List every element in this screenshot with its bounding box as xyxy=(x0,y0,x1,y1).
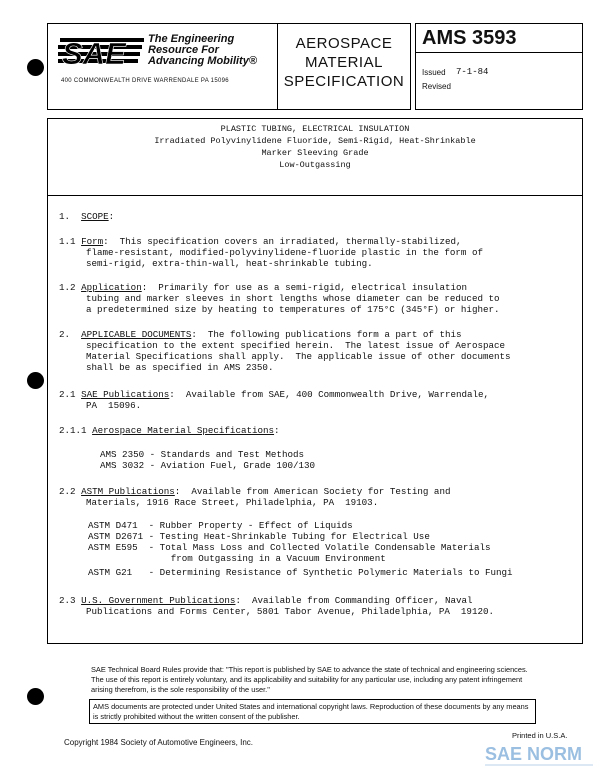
punch-hole xyxy=(27,372,44,389)
copyright-line: Copyright 1984 Society of Automotive Engineers, Inc. xyxy=(64,738,253,747)
reference-item: from Outgassing in a Vacuum Environment xyxy=(88,553,386,564)
text-line: semi-rigid, extra-thin-wall, heat-shrinkable tubing. xyxy=(86,258,373,269)
issued-date: 7-1-84 xyxy=(456,67,489,77)
reference-item: ASTM E595 - Total Mass Loss and Collected Volatile Condensable Materials xyxy=(88,542,491,553)
spec-type-line: MATERIAL xyxy=(305,54,383,71)
issued-label: Issued xyxy=(422,68,446,77)
text-line: a predetermined size by heating to temperatures of 175°C (345°F) or higher. xyxy=(86,304,500,315)
copyright-notice: AMS documents are protected under United States and international copyright laws. Reproduction of these documents by any means is strictly prohibited without the written consent of the publisher. xyxy=(89,699,536,724)
spec-type-block xyxy=(277,23,411,110)
text-line: flame-resistant, modified-polyvinylidene-fluoride plastic in the form of xyxy=(86,247,483,258)
section-2-2: 2.2 ASTM Publications: Available from American Society for Testing and xyxy=(59,486,451,497)
text-line: Material Specifications shall apply. The applicable issue of other documents xyxy=(86,351,511,362)
section-1-heading: 1. SCOPE: xyxy=(59,211,115,222)
reference-item: ASTM D471 - Rubber Property - Effect of Liquids xyxy=(88,520,353,531)
title-line: Marker Sleeving Grade xyxy=(261,148,369,158)
sae-norm-watermark-icon xyxy=(485,740,593,770)
text-line: specification to the extent specified herein. The latest issue of Aerospace xyxy=(86,340,506,351)
reference-item: AMS 3032 - Aviation Fuel, Grade 100/130 xyxy=(100,460,316,471)
section-number: 2.3 xyxy=(59,595,76,606)
revised-label: Revised xyxy=(422,82,451,91)
section-number: 1. xyxy=(59,211,71,222)
spec-title xyxy=(48,119,582,196)
text-line: Publications and Forms Center, 5801 Tabor Avenue, Philadelphia, PA 19120. xyxy=(86,606,494,617)
section-title: U.S. Government Publications xyxy=(81,595,236,606)
section-number: 2.2 xyxy=(59,486,76,497)
section-title: Application xyxy=(81,282,142,293)
technical-board-rules: SAE Technical Board Rules provide that: "This report is published by SAE to advance the state of technical and engineering sciences. The use of this report is entirely voluntary, and its applicability and suitability for any particular use, including any patent infringement arising therefrom, is the sole responsibility of the user." xyxy=(91,665,528,694)
watermark-text: SAE NORM xyxy=(485,744,583,764)
text-line: Available from Commanding Officer, Naval xyxy=(252,595,473,606)
ams-number-block xyxy=(415,23,583,110)
title-line: PLASTIC TUBING, ELECTRICAL INSULATION xyxy=(220,124,410,134)
text-line: Available from American Society for Testing and xyxy=(191,486,451,497)
title-line: Low-Outgassing xyxy=(279,160,351,170)
tagline-line: Resource For xyxy=(148,44,219,56)
section-title: APPLICABLE DOCUMENTS xyxy=(81,329,192,340)
svg-text:SAE: SAE xyxy=(62,36,126,68)
sae-logo-icon xyxy=(58,34,144,68)
sae-tagline xyxy=(148,34,257,67)
text-line: tubing and marker sleeves in short lengths whose diameter can be reduced to xyxy=(86,293,500,304)
section-title: SCOPE xyxy=(81,211,109,222)
tagline-line: Advancing Mobility® xyxy=(148,55,257,67)
section-title: ASTM Publications xyxy=(81,486,175,497)
spec-type-line: AEROSPACE xyxy=(295,35,393,52)
section-1-2: 1.2 Application: Primarily for use as a semi-rigid, electrical insulation xyxy=(59,282,468,293)
text-line: Available from SAE, 400 Commonwealth Drive, Warrendale, xyxy=(185,389,490,400)
ams-number: AMS 3593 xyxy=(416,24,582,53)
spec-body xyxy=(47,118,583,644)
text-line: This specification covers an irradiated, thermally-stabilized, xyxy=(119,236,462,247)
section-number: 2.1.1 xyxy=(59,425,87,436)
text-line: Materials, 1916 Race Street, Philadelphia, PA 19103. xyxy=(86,497,379,508)
text-line: The following publications form a part of this xyxy=(207,329,462,340)
tagline-line: The Engineering xyxy=(148,33,235,45)
text-line: Primarily for use as a semi-rigid, electrical insulation xyxy=(158,282,468,293)
section-number: 1.2 xyxy=(59,282,76,293)
section-2-3: 2.3 U.S. Government Publications: Available from Commanding Officer, Naval xyxy=(59,595,473,606)
section-title: Aerospace Material Specifications xyxy=(92,425,275,436)
section-1-1: 1.1 Form: This specification covers an irradiated, thermally-stabilized, xyxy=(59,236,462,247)
reference-item: AMS 2350 - Standards and Test Methods xyxy=(100,449,304,460)
text-line: PA 15096. xyxy=(86,400,142,411)
section-title: SAE Publications xyxy=(81,389,170,400)
title-line: Irradiated Polyvinylidene Fluoride, Semi-Rigid, Heat-Shrinkable xyxy=(154,136,476,146)
punch-hole xyxy=(27,59,44,76)
document-header xyxy=(47,23,583,110)
section-number: 2. xyxy=(59,329,71,340)
section-2-heading: 2. APPLICABLE DOCUMENTS: The following publications form a part of this xyxy=(59,329,462,340)
section-title: Form xyxy=(81,236,104,247)
text-line: shall be as specified in AMS 2350. xyxy=(86,362,274,373)
reference-item: ASTM G21 - Determining Resistance of Synthetic Polymeric Materials to Fungi xyxy=(88,567,513,578)
reference-item: ASTM D2671 - Testing Heat-Shrinkable Tubing for Electrical Use xyxy=(88,531,430,542)
sae-address: 400 COMMONWEALTH DRIVE WARRENDALE PA 15096 xyxy=(61,78,229,84)
section-2-1: 2.1 SAE Publications: Available from SAE, 400 Commonwealth Drive, Warrendale, xyxy=(59,389,490,400)
spec-type-line: SPECIFICATION xyxy=(283,73,405,90)
section-number: 1.1 xyxy=(59,236,76,247)
punch-hole xyxy=(27,688,44,705)
printed-in: Printed in U.S.A. xyxy=(512,731,568,740)
section-2-1-1: 2.1.1 Aerospace Material Specifications: xyxy=(59,425,280,436)
section-number: 2.1 xyxy=(59,389,76,400)
sae-logo-block xyxy=(47,23,277,110)
